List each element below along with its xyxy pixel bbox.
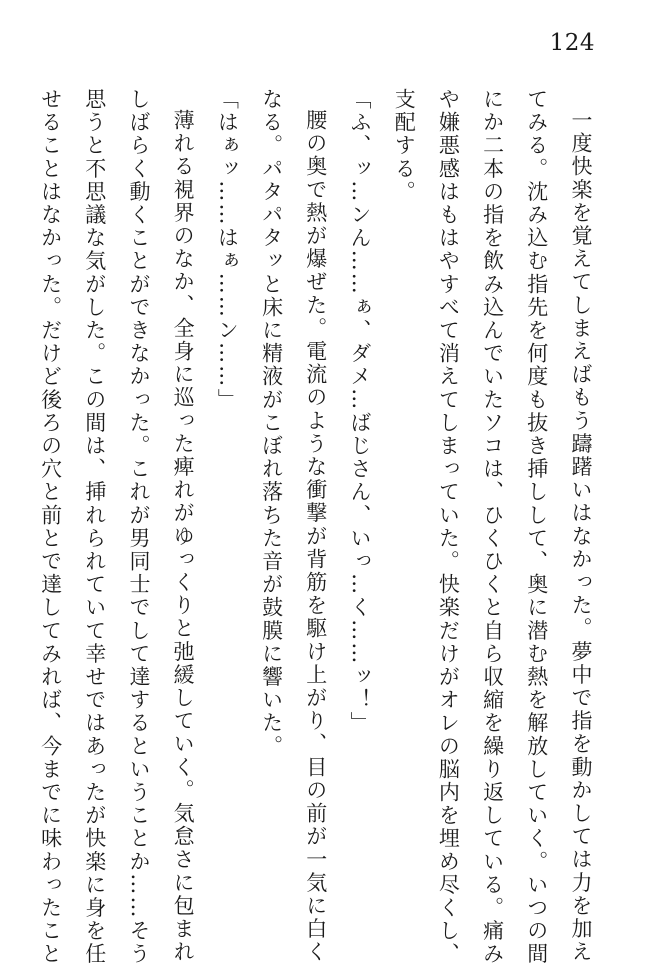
page-number: 124	[549, 30, 595, 56]
text-line-4: や嫌悪感はもはやすべて消えてしまっていた。快楽だけがオレの脳内を埋め尽くし、	[436, 88, 461, 966]
text-line-6: 腰の奥で熱が爆ぜた。電流のような衝撃が背筋を駆け上がり、目の前が一気に白く	[303, 109, 328, 964]
dialogue-line-2: 「はぁッ……はぁ……ン……」	[215, 88, 240, 412]
text-line-11: せることはなかった。だけど後ろの穴と前とで達してみれば、今までに味わったこと	[38, 88, 63, 966]
text-line-10: 思うと不思議な気がした。この間は、挿れられていて幸せではあったが快楽に身を任	[82, 88, 107, 966]
text-line-9: しばらく動くことができなかった。これが男同士でして達するということか……そう	[126, 88, 151, 966]
text-line-2: てみる。沈み込む指先を何度も抜き挿しして、奥に潜む熱を解放していく。いつの間	[524, 88, 549, 966]
text-line-1: 一度快楽を覚えてしまえばもう躊躇いはなかった。夢中で指を動かしては力を加え	[569, 109, 593, 964]
text-line-7: なる。パタパタッと床に精液がこぼれ落ちた音が鼓膜に響いた。	[259, 88, 284, 758]
text-line-8: 薄れる視界のなか、全身に巡った痺れがゆっくりと弛緩していく。気怠さに包まれ	[171, 109, 196, 964]
text-line-5: 支配する。	[392, 88, 417, 204]
text-line-3: にか二本の指を飲み込んでいたソコは、ひくひくと自ら収縮を繰り返している。痛み	[480, 88, 505, 966]
vertical-text-body	[28, 88, 603, 966]
dialogue-line-1: 「ふ、ッ…ンん……ぁ、ダメ…ばじさん、いっ…く……ッ！」	[347, 88, 372, 735]
